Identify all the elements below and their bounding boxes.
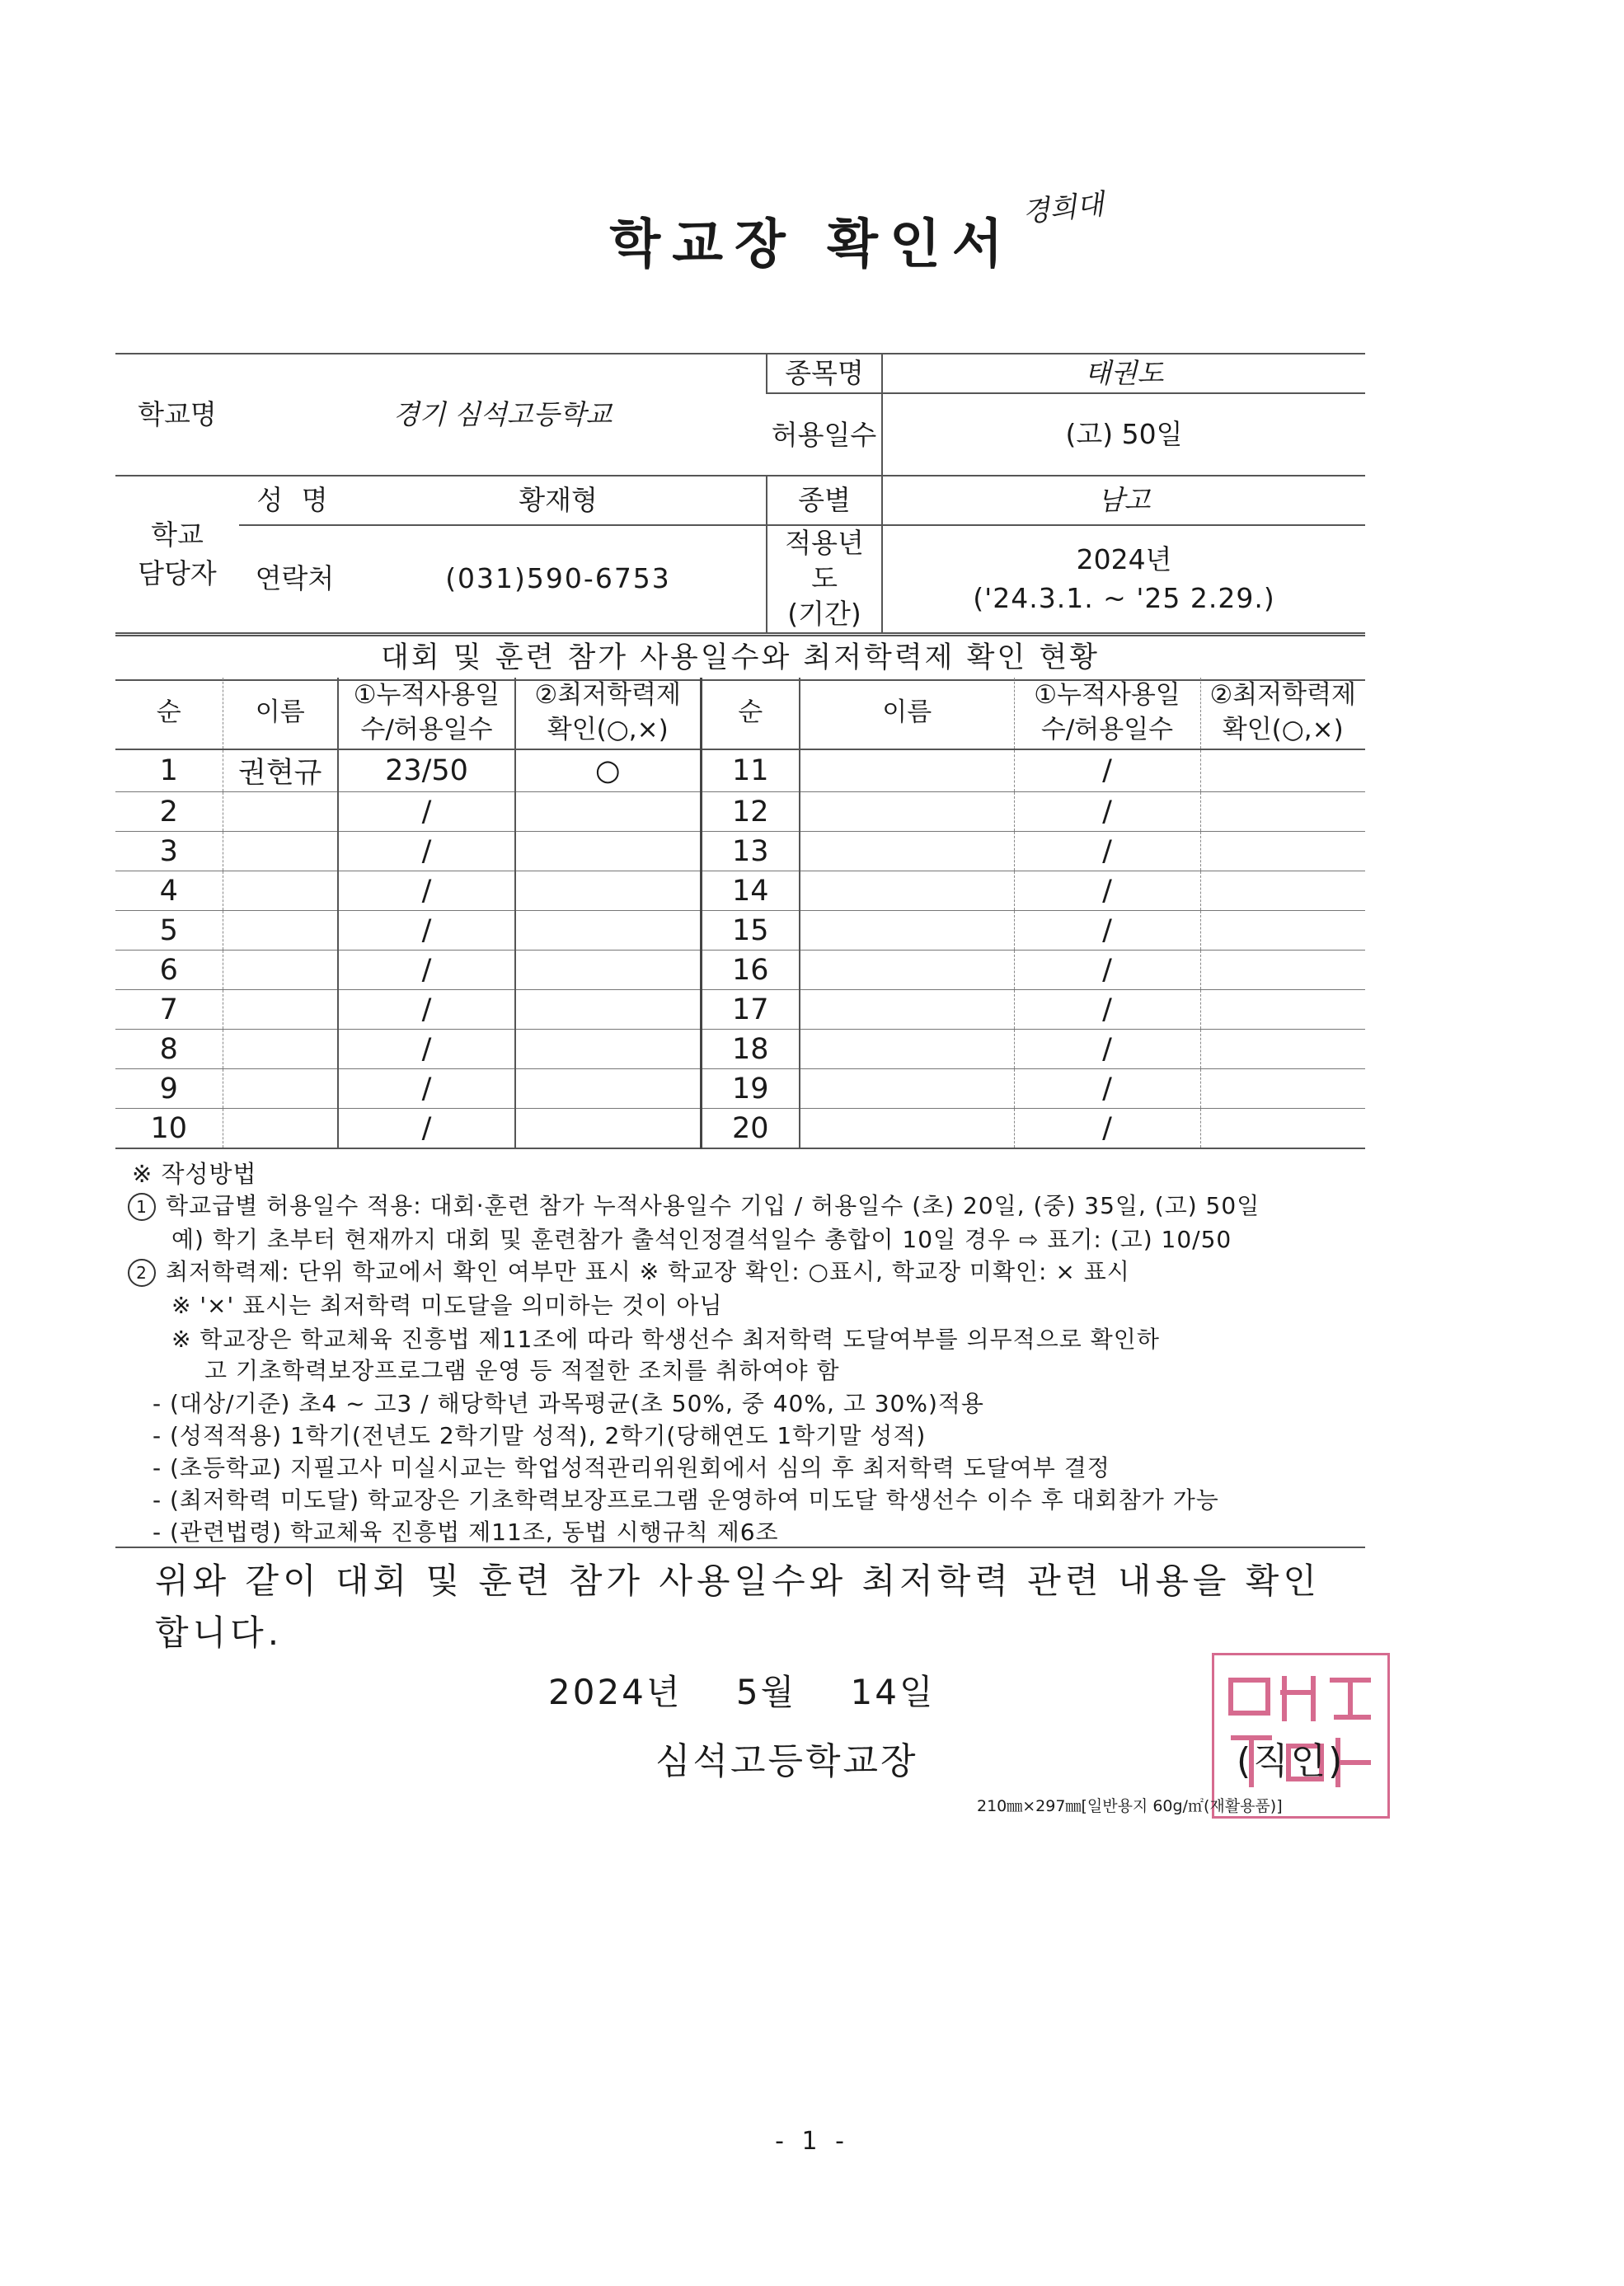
table-row — [115, 1109, 1365, 1149]
row-name: 권현규 — [223, 749, 338, 792]
note-dash-1: - (대상/기준) 초4 ~ 고3 / 해당학년 과목평균(초 50%, 중 40%, 고 30%)적용 — [153, 1390, 984, 1417]
row-seq: 4 — [115, 871, 223, 911]
row-name — [223, 1030, 338, 1069]
row-seq: 10 — [115, 1109, 223, 1149]
table-row — [115, 951, 1365, 990]
row-check-2 — [1200, 1109, 1365, 1149]
row-seq: 1 — [115, 749, 223, 792]
year-label: 적용년도 (기간) — [767, 525, 882, 633]
header-seq: 순 — [115, 678, 223, 749]
name-value: 황재형 — [350, 476, 767, 525]
row-check-2 — [1200, 871, 1365, 911]
name-label: 성 명 — [239, 476, 350, 525]
row-name-2 — [800, 990, 1014, 1030]
row-days-2: / — [1014, 990, 1200, 1030]
status-table — [115, 678, 1365, 1149]
table-row — [115, 911, 1365, 951]
row-name — [223, 792, 338, 832]
row-check-2 — [1200, 832, 1365, 871]
row-seq-2: 11 — [701, 749, 800, 792]
row-check — [515, 911, 701, 951]
row-days: / — [338, 1069, 515, 1109]
row-seq-2: 13 — [701, 832, 800, 871]
note-item-1 — [128, 1188, 1260, 1221]
table-row — [115, 792, 1365, 832]
note-item-2-sub1: ※ '×' 표시는 최저학력 미도달을 의미하는 것이 아님 — [171, 1292, 723, 1319]
row-seq-2: 19 — [701, 1069, 800, 1109]
row-seq-2: 16 — [701, 951, 800, 990]
note-dash-2: - (성적적용) 1학기(전년도 2학기말 성적), 2학기(당해연도 1학기말 성적) — [153, 1422, 927, 1449]
allowed-days-value: (고) 50일 — [882, 393, 1365, 476]
row-check-2 — [1200, 749, 1365, 792]
row-seq: 3 — [115, 832, 223, 871]
note-item-2-sub2b: 고 기초학력보장프로그램 운영 등 적절한 조치를 취하여야 함 — [204, 1357, 840, 1384]
row-seq-2: 20 — [701, 1109, 800, 1149]
row-check — [515, 951, 701, 990]
row-name — [223, 871, 338, 911]
row-days-2: / — [1014, 1030, 1200, 1069]
row-seq-2: 12 — [701, 792, 800, 832]
row-days: / — [338, 951, 515, 990]
row-name — [223, 911, 338, 951]
row-check — [515, 832, 701, 871]
row-check-2 — [1200, 1030, 1365, 1069]
note-item-2 — [128, 1254, 1130, 1287]
row-days-2: / — [1014, 911, 1200, 951]
row-name — [223, 832, 338, 871]
row-check-2 — [1200, 990, 1365, 1030]
note-item-1-text: 학교급별 허용일수 적용: 대회·훈련 참가 누적사용일수 기입 / 허용일수 (초) 20일, (중) 35일, (고) 50일 — [166, 1192, 1260, 1219]
row-name — [223, 1109, 338, 1149]
row-check — [515, 990, 701, 1030]
school-label: 학교명 — [115, 354, 239, 476]
table-row — [115, 990, 1365, 1030]
table-row — [115, 832, 1365, 871]
school-value: 경기 심석고등학교 — [239, 354, 767, 476]
row-check-2 — [1200, 911, 1365, 951]
note-item-2-text: 최저학력제: 단위 학교에서 확인 여부만 표시 ※ 학교장 확인: ○표시, 학교장 미확인: × 표시 — [166, 1258, 1130, 1285]
notes-bottom-rule — [115, 1547, 1365, 1548]
row-name-2 — [800, 1109, 1014, 1149]
row-name — [223, 990, 338, 1030]
note-dash-3: - (초등학교) 지필고사 미실시교는 학업성적관리위원회에서 심의 후 최저학력 도달여부 결정 — [153, 1454, 1110, 1481]
row-seq-2: 17 — [701, 990, 800, 1030]
row-name-2 — [800, 749, 1014, 792]
page-number: - 1 - — [775, 2127, 849, 2156]
conclusion-line-1: 위와 같이 대회 및 훈련 참가 사용일수와 최저학력 관련 내용을 확인 — [155, 1561, 1321, 1601]
notes-heading: ※ 작성방법 — [132, 1160, 257, 1188]
year-period: ('24.3.1. ~ '25 2.29.) — [973, 581, 1275, 614]
header-check: ②최저학력제확인(○,×) — [515, 678, 701, 749]
row-name-2 — [800, 832, 1014, 871]
table-row — [115, 1069, 1365, 1109]
handwritten-note: 경희대 — [1021, 187, 1105, 230]
row-seq: 7 — [115, 990, 223, 1030]
row-check — [515, 1069, 701, 1109]
type-value: 남고 — [882, 476, 1365, 525]
status-section-title: 대회 및 훈련 참가 사용일수와 최저학력제 확인 현황 — [115, 635, 1365, 681]
header-days-2: ①누적사용일수/허용일수 — [1014, 678, 1200, 749]
note-dash-4: - (최저학력 미도달) 학교장은 기초학력보장프로그램 운영하여 미도달 학생선수 이수 후 대회참가 가능 — [153, 1486, 1219, 1514]
row-seq: 5 — [115, 911, 223, 951]
row-days: / — [338, 911, 515, 951]
row-days-2: / — [1014, 792, 1200, 832]
row-days: 23/50 — [338, 749, 515, 792]
header-name-2: 이름 — [800, 678, 1014, 749]
year-value: 2024년 — [1076, 543, 1172, 576]
conclusion-line-2: 합니다. — [155, 1612, 284, 1653]
row-seq-2: 15 — [701, 911, 800, 951]
row-seq: 6 — [115, 951, 223, 990]
info-table — [115, 353, 1365, 634]
row-check — [515, 871, 701, 911]
document-title: 학교장 확인서 — [609, 214, 1015, 275]
row-seq: 8 — [115, 1030, 223, 1069]
circle-number-1-icon: 1 — [128, 1193, 156, 1221]
row-check-2 — [1200, 792, 1365, 832]
note-item-2-sub2a: ※ 학교장은 학교체육 진흥법 제11조에 따라 학생선수 최저학력 도달여부를 의무적으로 확인하 — [171, 1326, 1160, 1353]
principal-title: 심석고등학교장 — [655, 1740, 918, 1782]
issue-date: 2024년 5월 14일 — [548, 1672, 936, 1712]
sport-value: 태권도 — [882, 354, 1365, 393]
row-seq-2: 14 — [701, 871, 800, 911]
row-days: / — [338, 792, 515, 832]
row-days-2: / — [1014, 951, 1200, 990]
seal-label: (직인) — [1237, 1740, 1345, 1782]
row-name-2 — [800, 792, 1014, 832]
row-check: ○ — [515, 749, 701, 792]
row-name-2 — [800, 951, 1014, 990]
table-row — [115, 871, 1365, 911]
row-seq: 2 — [115, 792, 223, 832]
row-name — [223, 951, 338, 990]
row-days: / — [338, 1030, 515, 1069]
paper-spec: 210㎜×297㎜[일반용지 60g/㎡(재활용품)] — [977, 1797, 1283, 1815]
sport-label: 종목명 — [767, 354, 882, 393]
note-dash-5: - (관련법령) 학교체육 진흥법 제11조, 동법 시행규칙 제6조 — [153, 1519, 779, 1546]
table-row — [115, 749, 1365, 792]
row-check-2 — [1200, 1069, 1365, 1109]
row-name-2 — [800, 871, 1014, 911]
row-check — [515, 1109, 701, 1149]
row-days: / — [338, 871, 515, 911]
row-name-2 — [800, 1069, 1014, 1109]
row-check-2 — [1200, 951, 1365, 990]
header-seq-2: 순 — [701, 678, 800, 749]
header-check-2: ②최저학력제확인(○,×) — [1200, 678, 1365, 749]
row-days-2: / — [1014, 1109, 1200, 1149]
row-days: / — [338, 990, 515, 1030]
allowed-days-label: 허용일수 — [767, 393, 882, 476]
type-label: 종별 — [767, 476, 882, 525]
circle-number-2-icon: 2 — [128, 1259, 156, 1287]
row-name-2 — [800, 911, 1014, 951]
phone-value: (031)590-6753 — [350, 525, 767, 633]
row-name-2 — [800, 1030, 1014, 1069]
row-days-2: / — [1014, 749, 1200, 792]
row-days: / — [338, 1109, 515, 1149]
header-days: ①누적사용일수/허용일수 — [338, 678, 515, 749]
note-item-1-example: 예) 학기 초부터 현재까지 대회 및 훈련참가 출석인정결석일수 총합이 10일 경우 ⇨ 표기: (고) 10/50 — [171, 1226, 1232, 1253]
year-cell — [882, 525, 1365, 633]
row-check — [515, 792, 701, 832]
row-days-2: / — [1014, 832, 1200, 871]
contact-label: 학교 담당자 — [115, 476, 239, 633]
table-row — [115, 1030, 1365, 1069]
row-days-2: / — [1014, 871, 1200, 911]
phone-label: 연락처 — [239, 525, 350, 633]
row-seq: 9 — [115, 1069, 223, 1109]
row-days-2: / — [1014, 1069, 1200, 1109]
header-name: 이름 — [223, 678, 338, 749]
row-check — [515, 1030, 701, 1069]
row-name — [223, 1069, 338, 1109]
row-seq-2: 18 — [701, 1030, 800, 1069]
row-days: / — [338, 832, 515, 871]
